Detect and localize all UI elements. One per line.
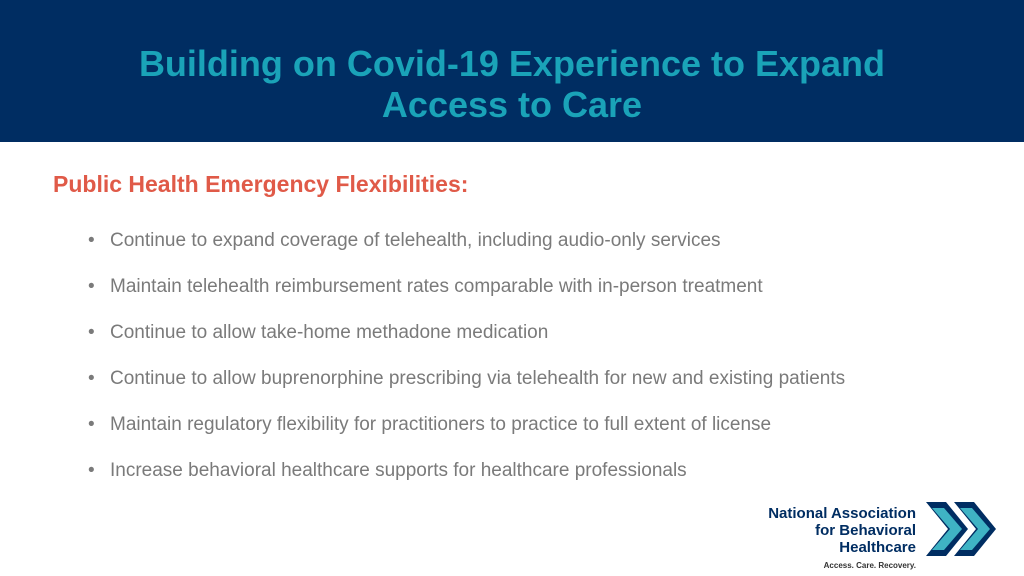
- bullet-dot: •: [88, 368, 95, 389]
- bullet-dot: •: [88, 230, 95, 251]
- bullet-dot: •: [88, 414, 95, 435]
- bullet-text: Increase behavioral healthcare supports for healthcare professionals: [110, 460, 687, 481]
- bullet-dot: •: [88, 322, 95, 343]
- double-chevron-logo-icon: [924, 500, 1004, 558]
- slide-title: [0, 43, 1024, 125]
- bullet-item: [88, 323, 888, 342]
- bullet-text: Maintain telehealth reimbursement rates comparable with in-person treatment: [110, 276, 763, 297]
- bullet-item: [88, 461, 888, 480]
- organization-logo: [744, 500, 1004, 570]
- bullet-dot: •: [88, 276, 95, 297]
- logo-tagline: Access. Care. Recovery.: [823, 561, 916, 570]
- bullet-dot: •: [88, 460, 95, 481]
- logo-name-line-2: for Behavioral Healthcare: [815, 522, 916, 556]
- title-line-1: Building on Covid-19 Experience to Expand: [138, 43, 886, 84]
- title-line-2: Access to Care: [381, 84, 643, 125]
- section-heading: Public Health Emergency Flexibilities:: [53, 171, 469, 197]
- logo-name-line-1: National Association: [768, 505, 916, 522]
- bullet-item: [88, 369, 888, 388]
- bullet-list: [88, 231, 888, 507]
- logo-wordmark: [744, 505, 916, 572]
- bullet-item: [88, 231, 888, 250]
- bullet-item: [88, 277, 888, 296]
- bullet-item: [88, 415, 888, 434]
- bullet-text: Continue to allow take-home methadone medication: [110, 322, 549, 343]
- bullet-text: Continue to allow buprenorphine prescribing via telehealth for new and existing patients: [110, 368, 846, 389]
- bullet-text: Maintain regulatory flexibility for practitioners to practice to full extent of license: [110, 414, 772, 435]
- bullet-text: Continue to expand coverage of telehealth, including audio-only services: [110, 230, 721, 251]
